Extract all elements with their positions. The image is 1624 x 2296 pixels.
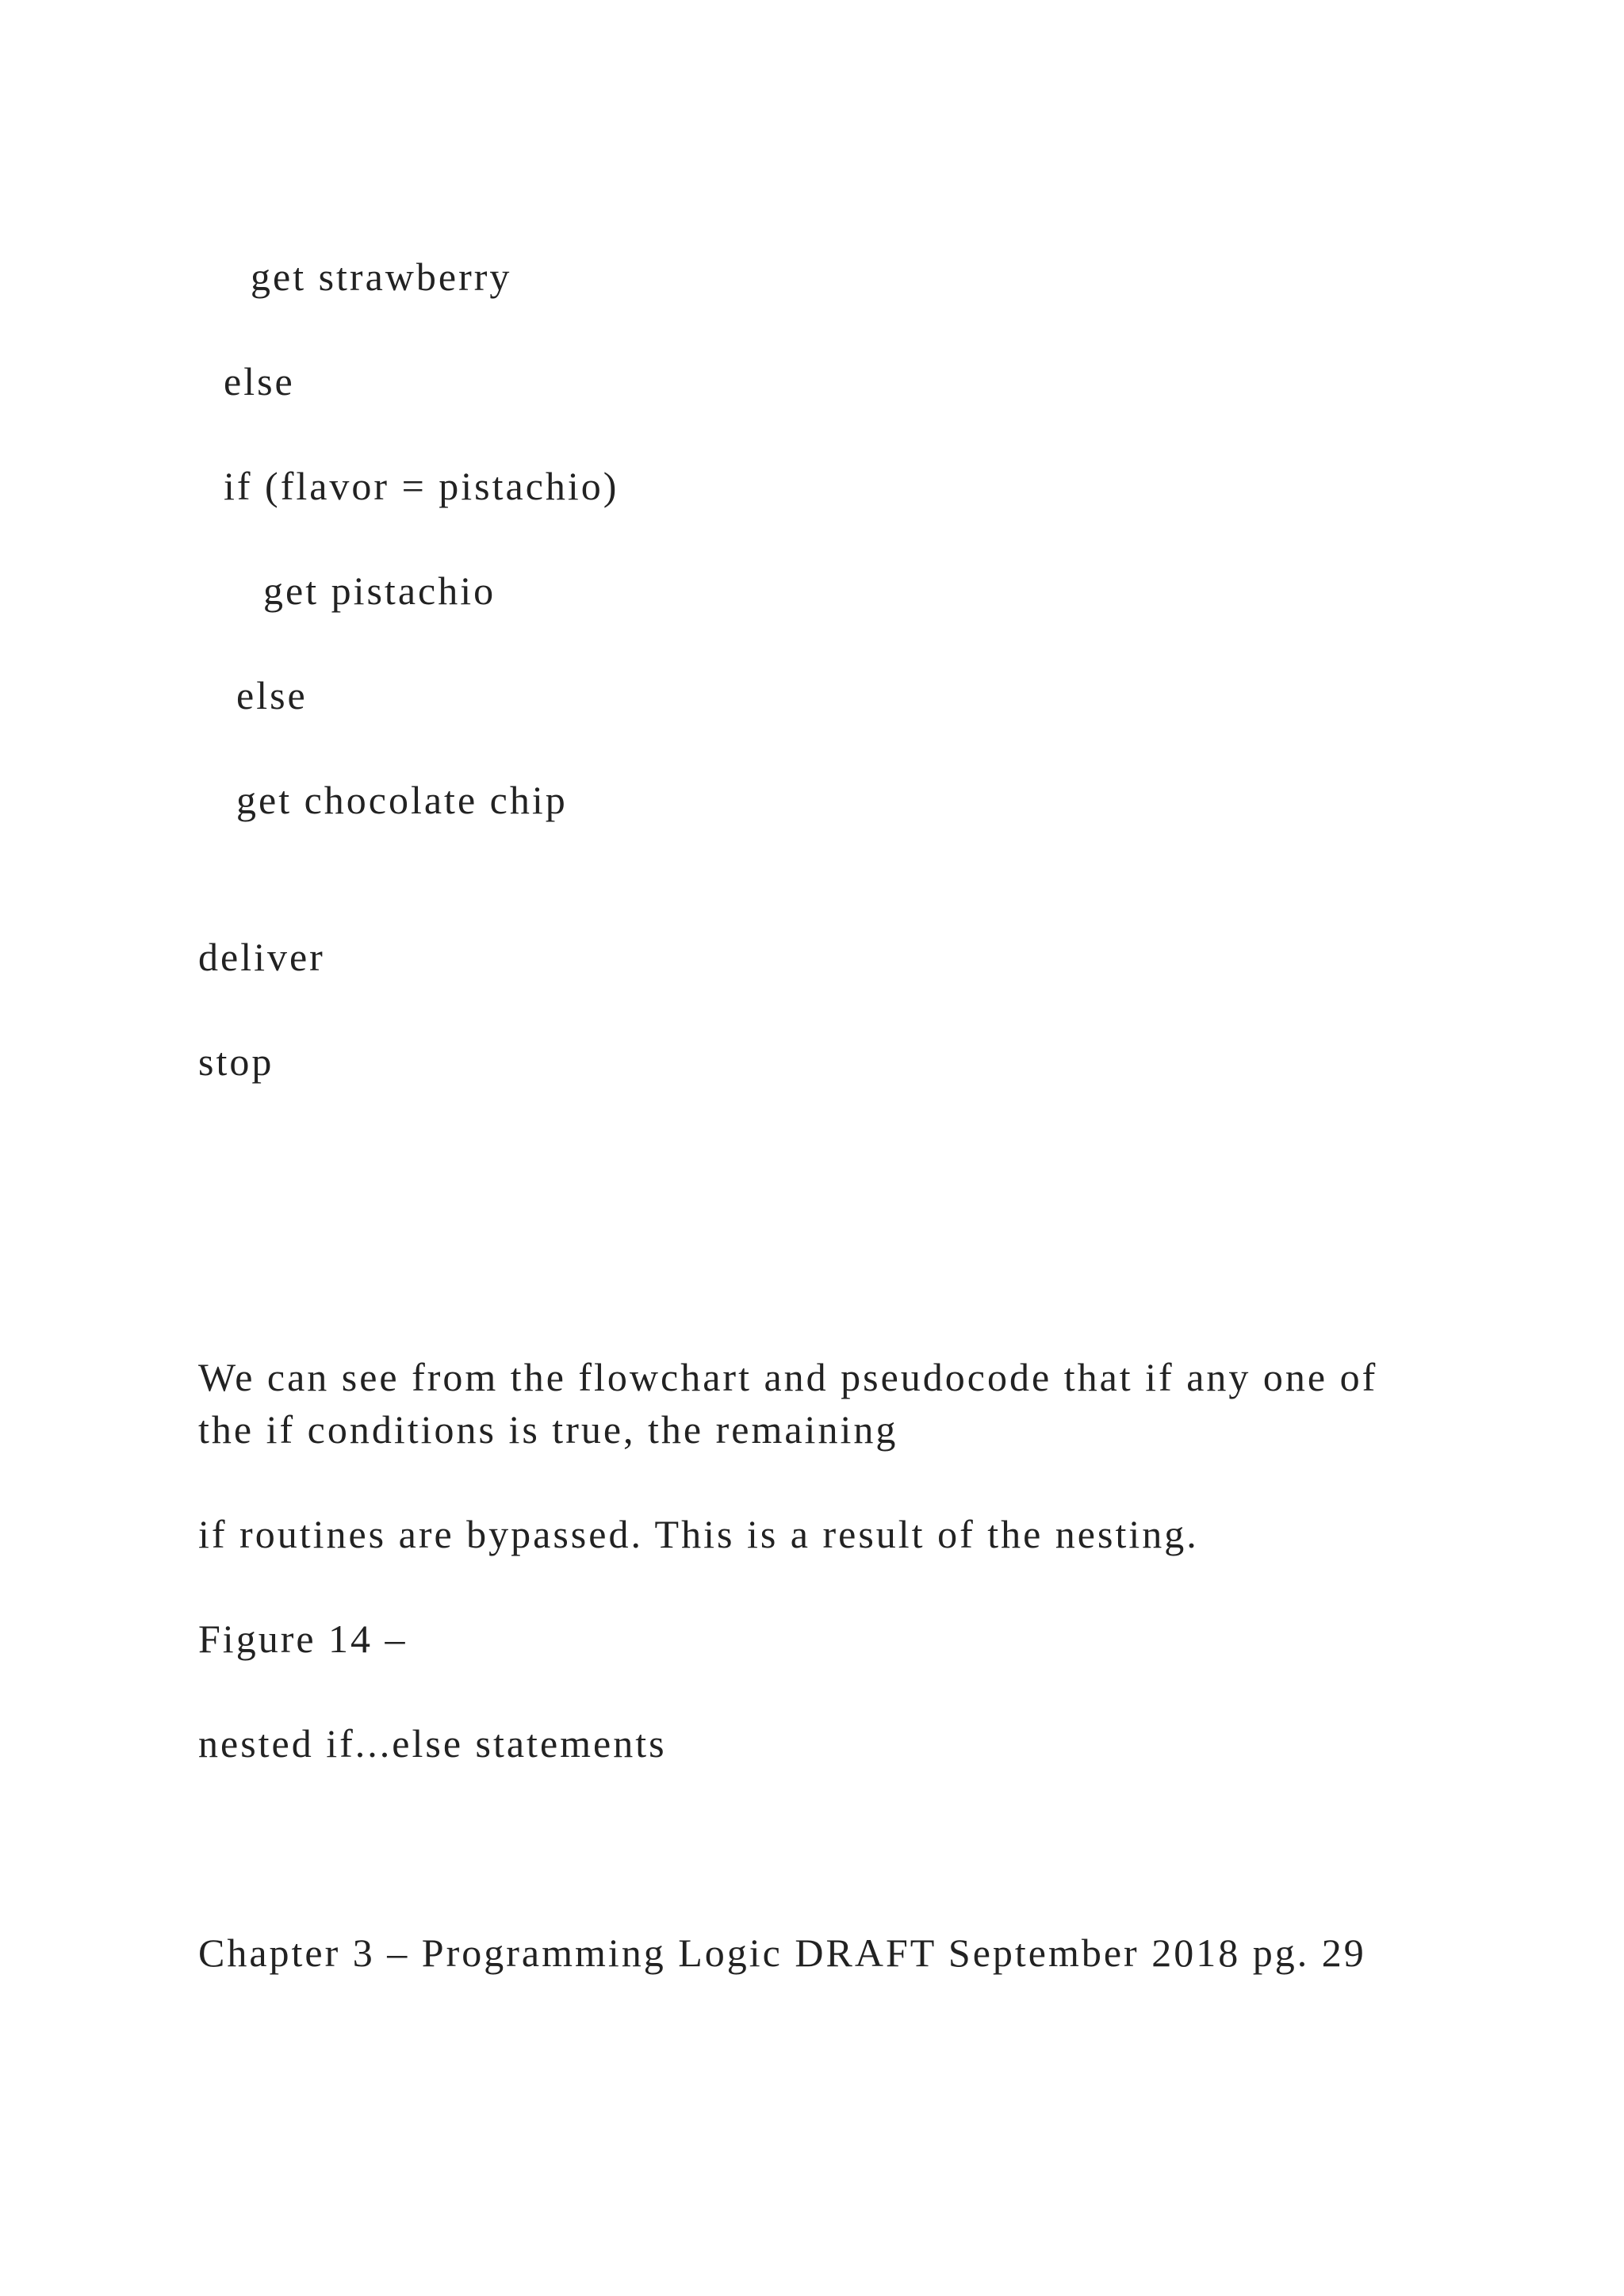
code-line-get-chocolate-chip: get chocolate chip [236,778,568,822]
body-paragraph-continued: if routines are bypassed. This is a result of the nesting. [198,1512,1199,1556]
body-paragraph: We can see from the flowchart and pseudocode that if any one of the if conditions is true, the remaining [198,1355,1378,1452]
code-line-get-pistachio: get pistachio [263,568,496,613]
page-footer: Chapter 3 – Programming Logic DRAFT September 2018 pg. 29 [198,1931,1366,1975]
code-line-stop: stop [198,1039,274,1084]
code-line-get-strawberry: get strawberry [251,254,512,299]
code-line-else-nested: else [236,673,308,718]
figure-label: Figure 14 – [198,1617,408,1661]
figure-caption: nested if...else statements [198,1721,667,1766]
code-line-if-pistachio: if (flavor = pistachio) [224,464,619,508]
code-line-deliver: deliver [198,935,325,979]
code-line-else: else [224,359,295,404]
